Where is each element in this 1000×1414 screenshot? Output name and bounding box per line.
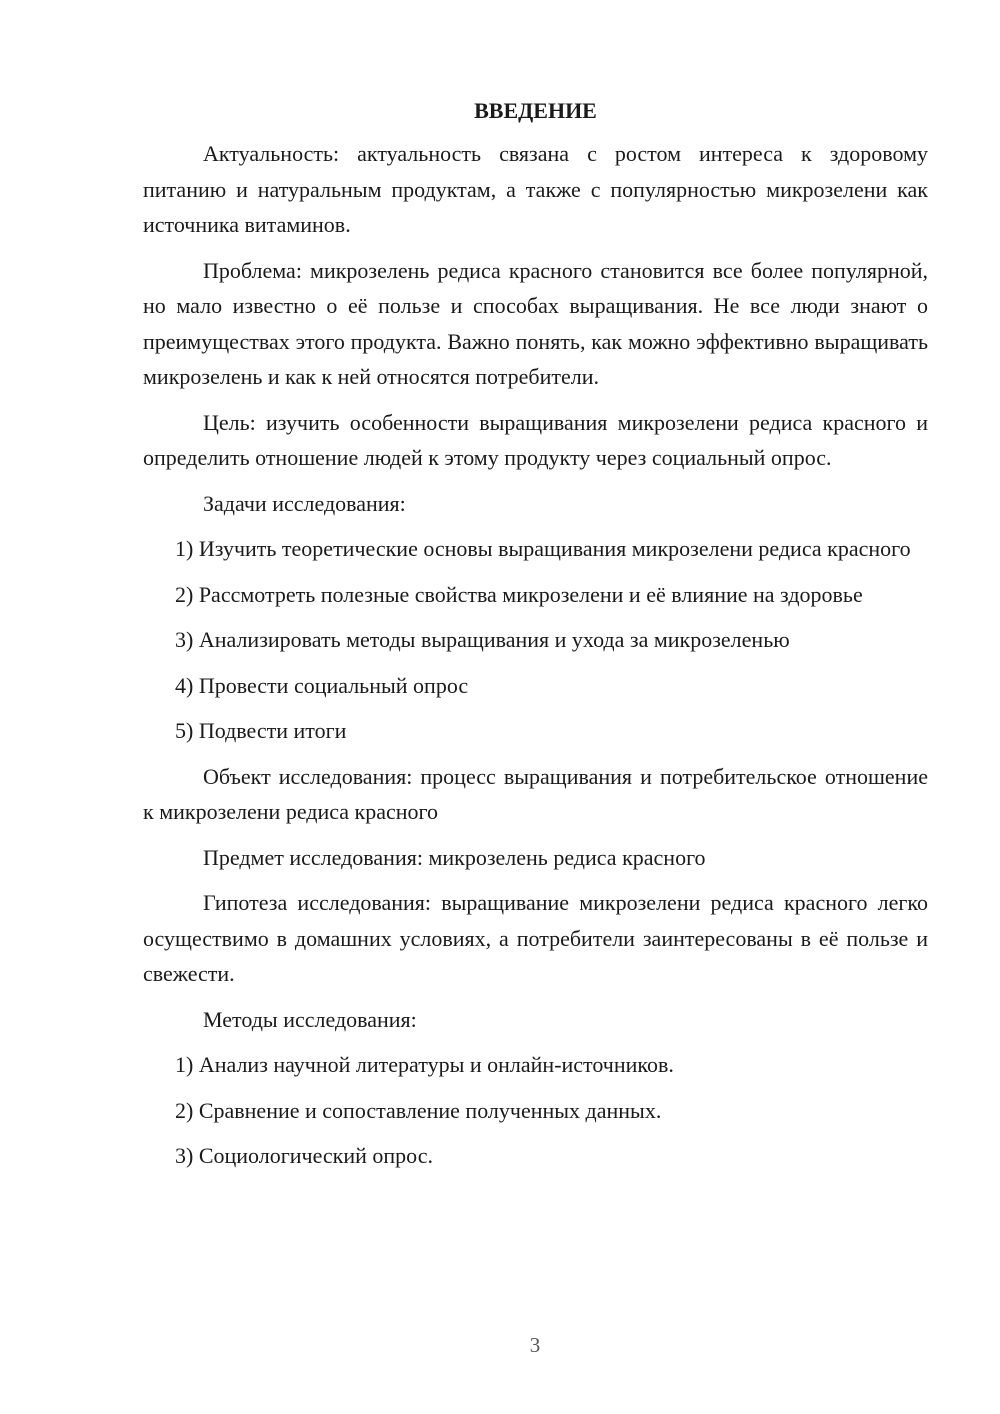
task-item: 5) Подвести итоги [175, 718, 347, 743]
section-heading: ВВЕДЕНИЕ [474, 98, 597, 123]
method-item: 1) Анализ научной литературы и онлайн-источников. [175, 1052, 674, 1077]
task-item: 3) Анализировать методы выращивания и ухода за микрозеленью [175, 627, 790, 652]
problem-paragraph: Проблема: микрозелень редиса красного становится все более популярной, но мало известно о её пользе и способах выращивания. Не все люди знают о преимуществах этого продукта. Важно понять, как можно эффективно выращивать микрозелень и как к ней относятся потребители. [143, 257, 928, 389]
document-body [143, 96, 928, 1184]
object-paragraph: Объект исследования: процесс выращивания и потребительское отношение к микрозелени редиса красного [143, 763, 928, 824]
method-item: 3) Социологический опрос. [175, 1143, 433, 1168]
task-item: 2) Рассмотреть полезные свойства микрозелени и её влияние на здоровье [175, 581, 863, 607]
page-number: 3 [529, 1333, 541, 1357]
methods-title: Методы исследования: [203, 1006, 417, 1032]
method-item: 2) Сравнение и сопоставление полученных данных. [175, 1097, 662, 1123]
relevance-paragraph: Актуальность: актуальность связана с ростом интереса к здоровому питанию и натуральным продуктам, а также с популярностью микрозелени как источника витаминов. [143, 141, 928, 237]
hypothesis-paragraph: Гипотеза исследования: выращивание микрозелени редиса красного легко осуществимо в домашних условиях, а потребители заинтересованы в её пользе и свежести. [143, 890, 928, 986]
subject-paragraph: Предмет исследования: микрозелень редиса красного [203, 844, 706, 870]
task-item: 4) Провести социальный опрос [175, 672, 469, 698]
tasks-title: Задачи исследования: [203, 490, 406, 516]
task-item: 1) Изучить теоретические основы выращивания микрозелени редиса красного [175, 536, 911, 561]
goal-paragraph: Цель: изучить особенности выращивания микрозелени редиса красного и определить отношение людей к этому продукту через социальный опрос. [143, 409, 928, 470]
